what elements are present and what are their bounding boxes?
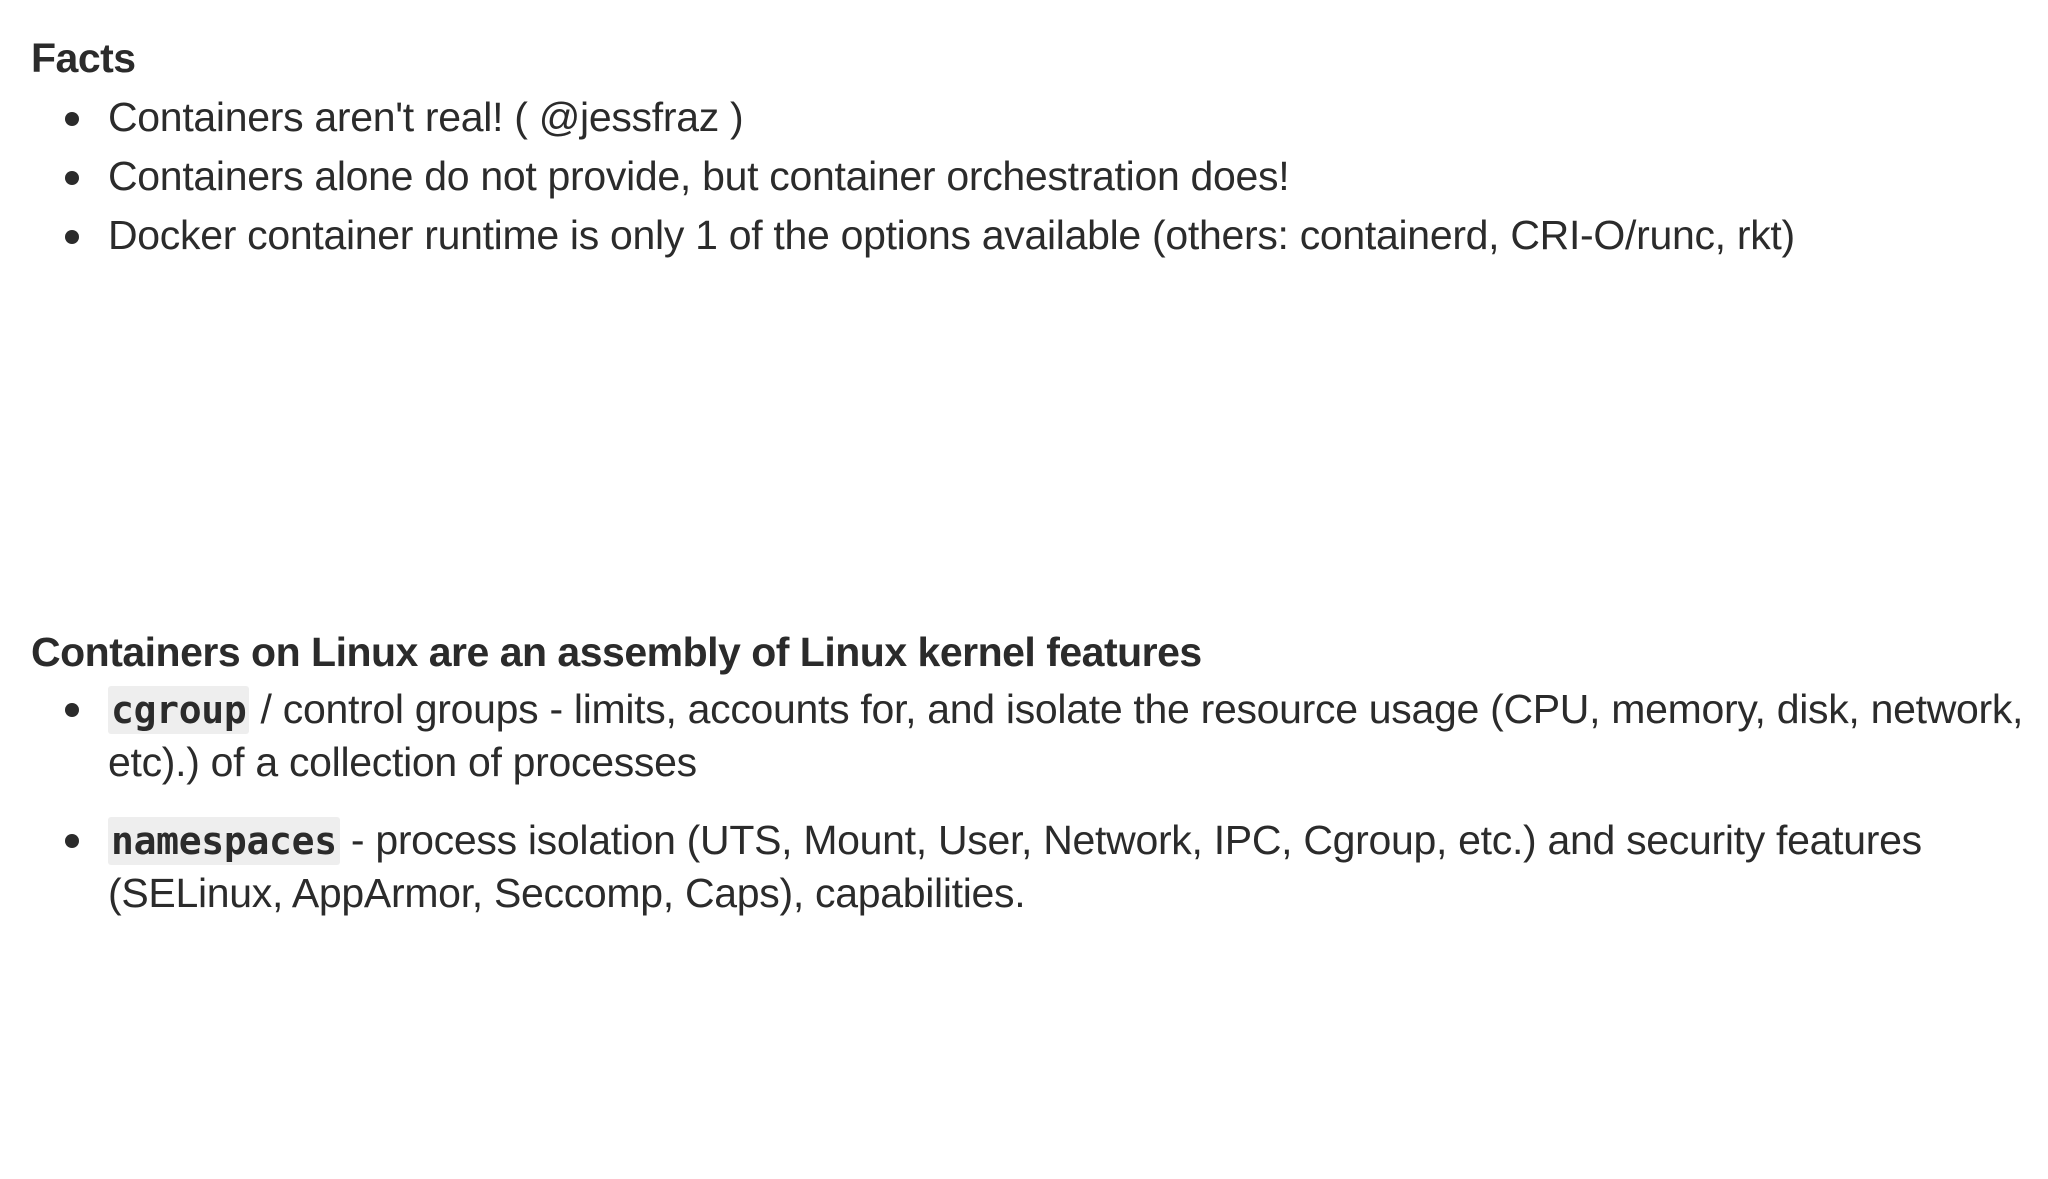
bullet-icon [65, 834, 79, 848]
facts-heading: Facts [31, 35, 136, 81]
inline-code-cgroup: cgroup [108, 686, 249, 734]
list-item [31, 88, 2048, 147]
list-item-text: Containers aren't real! ( @jessfraz ) [108, 94, 744, 140]
list-item-text: Docker container runtime is only 1 of the options available (others: containerd, CRI-O/runc, rkt) [108, 212, 1795, 258]
list-item-text: / control groups - limits, accounts for, and isolate the resource usage (CPU, memory, disk, network, etc).) of a collection of processes [108, 686, 2024, 785]
list-item [31, 683, 2048, 788]
facts-section [31, 28, 2048, 265]
bullet-icon [65, 703, 79, 717]
linux-features-list [31, 683, 2048, 919]
bullet-icon [65, 112, 79, 126]
list-item [31, 814, 2048, 919]
linux-features-section [31, 622, 2048, 945]
bullet-icon [65, 230, 79, 244]
bullet-icon [65, 171, 79, 185]
list-item-text: Containers alone do not provide, but container orchestration does! [108, 153, 1290, 199]
list-item [31, 147, 2048, 206]
linux-features-heading: Containers on Linux are an assembly of Linux kernel features [31, 629, 1202, 675]
facts-list [31, 88, 2048, 265]
list-item-text: - process isolation (UTS, Mount, User, Network, IPC, Cgroup, etc.) and security features (SELinux, AppArmor, Seccomp, Caps), capabilities. [108, 817, 1922, 916]
inline-code-namespaces: namespaces [108, 817, 340, 865]
list-item [31, 206, 2048, 265]
